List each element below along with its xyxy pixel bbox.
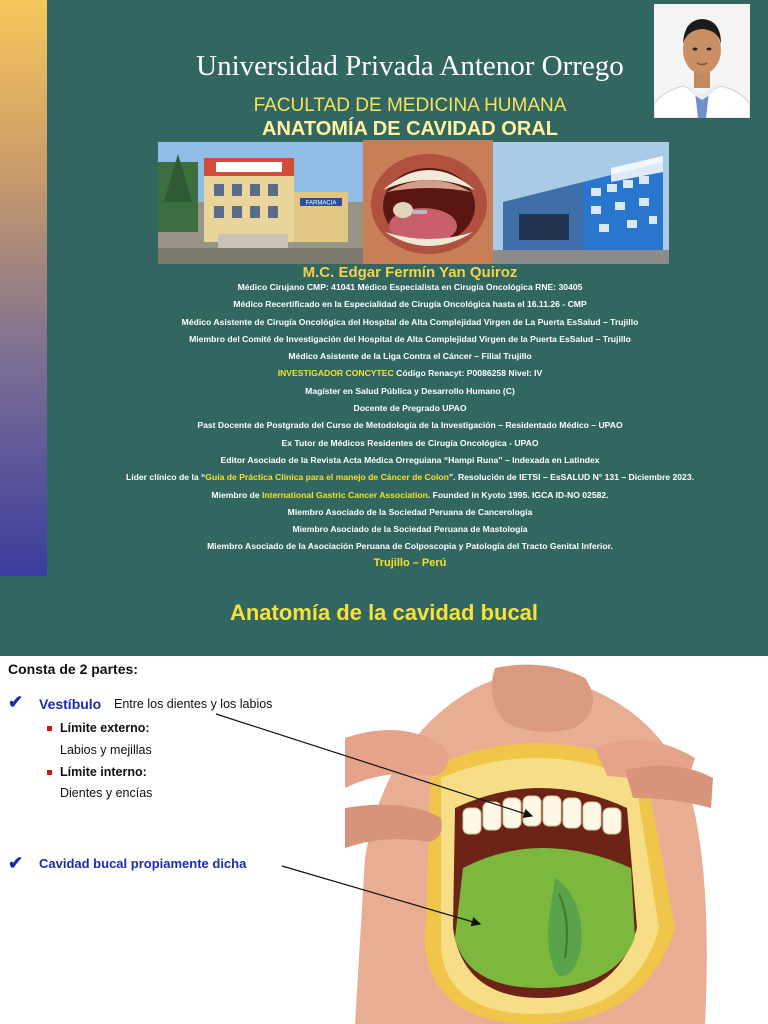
cv-line: Miembro Asociado de la Sociedad Peruana de Cancerología xyxy=(287,506,533,517)
cv-highlight: International Gastric Cancer Association xyxy=(262,489,428,500)
cv-text: Código Renacyt: P0086258 Nivel: IV xyxy=(393,368,543,379)
doctor-credentials xyxy=(60,279,760,556)
cv-text: ”. Resolución de IETSI – EsSALUD N° 131 – Diciembre 2023. xyxy=(448,472,694,483)
university-building-photo xyxy=(493,142,669,264)
doctor-name: M.C. Edgar Fermín Yan Quiroz xyxy=(302,264,518,281)
content-slide xyxy=(0,656,768,1024)
cv-line xyxy=(60,487,760,504)
vestibule-term: Vestíbulo xyxy=(39,696,102,712)
cv-text: Miembro de xyxy=(211,489,263,500)
limit-title: Límite interno: xyxy=(60,765,147,779)
oral-cavity-photo xyxy=(363,140,493,264)
cv-line: Médico Recertificado en la Especialidad de Cirugía Oncológica hasta el 16.11.26 - CMP xyxy=(233,299,587,310)
cv-line: Docente de Pregrado UPAO xyxy=(353,403,467,414)
university-title: Universidad Privada Antenor Orrego xyxy=(196,50,624,82)
intro-text: Consta de 2 partes: xyxy=(8,661,138,677)
cv-highlight: Guía de Práctica Clínica para el manejo de Cáncer de Colon xyxy=(205,472,449,483)
cv-line: Médico Asistente de la Liga Contra el Cáncer – Filial Trujillo xyxy=(288,351,532,362)
limit-title: Límite externo: xyxy=(60,721,150,735)
faculty-title: FACULTAD DE MEDICINA HUMANA xyxy=(253,95,567,116)
check-icon: ✔ xyxy=(8,853,24,873)
city-label: Trujillo – Perú xyxy=(373,557,447,569)
red-bullet-icon xyxy=(47,726,52,731)
cv-text: Líder clínico de la “ xyxy=(126,472,206,483)
cv-line: Médico Asistente de Cirugía Oncológica del Hospital de Alta Complejidad Virgen de La Puerta EsSalud – Trujillo xyxy=(181,316,639,327)
vestibule-description: Entre los dientes y los labios xyxy=(114,697,273,711)
pharmacy-sign: FARMACIA xyxy=(305,200,337,207)
course-title: ANATOMÍA DE CAVIDAD ORAL xyxy=(262,118,558,140)
cv-line: Ex Tutor de Médicos Residentes de Cirugía Oncológica - UPAO xyxy=(281,437,539,448)
cv-line: Médico Cirujano CMP: 41041 Médico Especialista en Cirugía Oncológica RNE: 30405 xyxy=(237,282,583,292)
cv-line xyxy=(60,365,760,382)
red-bullet-icon xyxy=(47,770,52,775)
cv-text: . Founded in Kyoto 1995. IGCA ID-NO 02582. xyxy=(427,489,609,500)
cv-highlight: INVESTIGADOR CONCYTEC xyxy=(277,368,394,379)
doctor-portrait xyxy=(654,4,750,118)
cv-line: Editor Asociado de la Revista Acta Médica Orreguiana “Hampi Runa” – Indexada en Latindex xyxy=(220,454,600,465)
limit-text: Labios y mejillas xyxy=(60,743,152,757)
decorative-gradient-bar xyxy=(0,0,47,576)
cv-line: Magíster en Salud Pública y Desarrollo Humano (C) xyxy=(305,385,515,396)
cv-line: Miembro Asociado de la Asociación Peruana de Colposcopia y Patología del Tracto Genital Inferior. xyxy=(207,541,613,552)
limit-text: Dientes y encías xyxy=(60,786,153,800)
cv-line: Miembro del Comité de Investigación del Hospital de Alta Complejidad Virgen de la Puerta EsSalud – Trujillo xyxy=(189,333,631,344)
hospital-photo xyxy=(158,142,363,264)
pointer-arrows xyxy=(0,656,768,1024)
cv-line: Miembro Asociado de la Sociedad Peruana de Mastología xyxy=(292,524,528,535)
check-icon: ✔ xyxy=(8,692,24,712)
slide-title: Anatomía de la cavidad bucal xyxy=(229,600,539,625)
cv-line xyxy=(60,469,760,486)
cv-line: Past Docente de Postgrado del Curso de Metodología de la Investigación – Residentado Médico – UPAO xyxy=(197,420,623,431)
oral-cavity-proper-term: Cavidad bucal propiamente dicha xyxy=(39,856,247,871)
